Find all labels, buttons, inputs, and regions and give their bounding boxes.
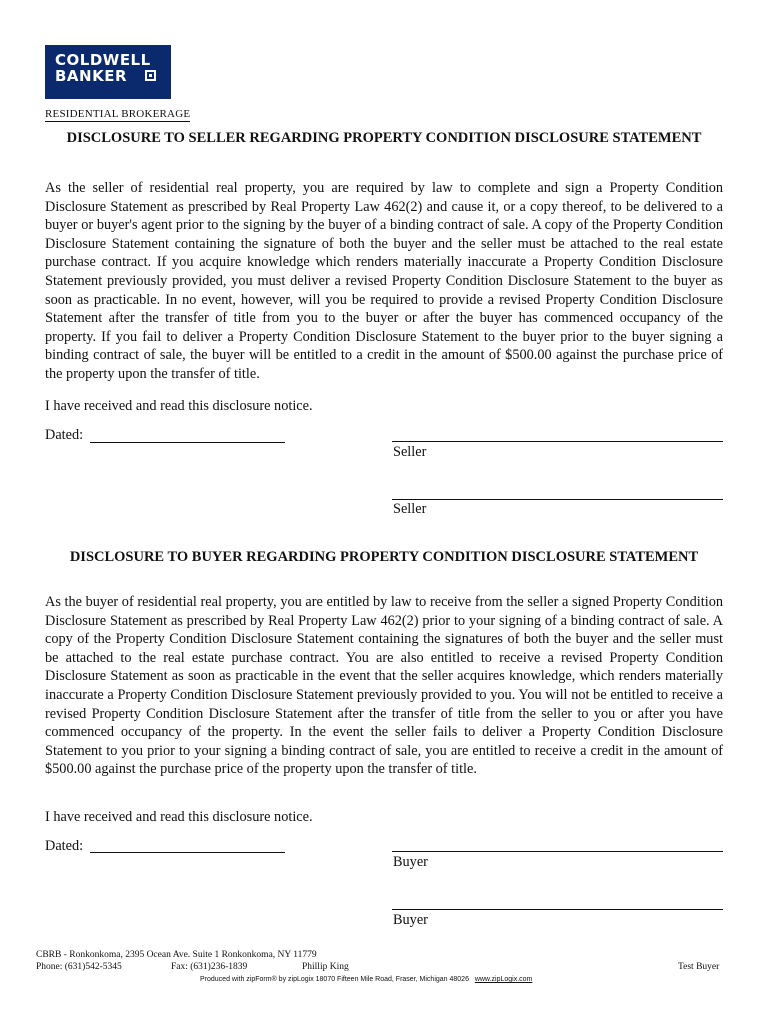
logo-text-line1: COLDWELL [55,51,151,69]
seller-acknowledgement: I have received and read this disclosure notice. [45,398,313,414]
seller-date-field[interactable] [90,442,285,443]
footer-agent: Phillip King [302,962,349,972]
logo-text-line2: BANKER [55,67,128,85]
seller-signature-line-1[interactable] [392,441,723,442]
buyer-signature-line-2[interactable] [392,909,723,910]
seller-signature-label-2: Seller [393,501,427,517]
footer-phone: Phone: (631)542-5345 [36,962,122,972]
logo-subtitle: RESIDENTIAL BROKERAGE [45,108,191,120]
seller-disclosure-body: As the seller of residential real property, you are required by law to complete and sign a Property Condition Disclosure Statement as prescribed by Real Property Law 462(2) and cause it, or a copy thereof, to be delivered to a buyer or buyer's agent prior to the signing by the buyer of a binding contract of sale. A copy of the Property Condition Disclosure Statement containing the signature of both the buyer and the seller must be attached to the real estate purchase contract. If you acquire knowledge which renders materially inaccurate a Property Condition Disclosure Statement previously provided, you must deliver a revised Property Condition Disclosure Statement to the buyer as soon as practicable. In no event, however, will you be required to provide a revised Property Condition Disclosure Statement after the transfer of title from you to the buyer or after the buyer has commenced occupancy of the property. If you fail to deliver a Property Condition Disclosure Statement to the buyer prior to the buyer signing a binding contract of sale, the buyer will be entitled to a credit in the amount of $500.00 against the purchase price of the property upon the transfer of title. [45,180,723,382]
footer-fax: Fax: (631)236-1839 [171,962,248,972]
buyer-disclosure-heading: DISCLOSURE TO BUYER REGARDING PROPERTY CONDITION DISCLOSURE STATEMENT [69,549,699,565]
buyer-signature-label-2: Buyer [393,912,428,928]
buyer-dated-label: Dated: [45,838,84,854]
buyer-signature-line-1[interactable] [392,851,723,852]
footer-produced-by [200,976,532,983]
footer-produced-text: Produced with zipForm® by zipLogix 18070 Fifteen Mile Road, Fraser, Michigan 48026 [200,976,469,983]
brand-square-icon [145,70,156,81]
ziplogix-link[interactable]: www.zipLogix.com [474,976,533,983]
buyer-date-field[interactable] [90,852,285,853]
seller-disclosure-heading: DISCLOSURE TO SELLER REGARDING PROPERTY CONDITION DISCLOSURE STATEMENT [66,130,702,146]
footer-office-address: CBRB - Ronkonkoma, 2395 Ocean Ave. Suite 1 Ronkonkoma, NY 11779 [36,950,317,960]
seller-signature-label-1: Seller [393,444,427,460]
footer-document-name: Test Buyer [678,962,720,972]
seller-signature-line-2[interactable] [392,499,723,500]
buyer-disclosure-body: As the buyer of residential real property, you are entitled by law to receive from the seller a signed Property Condition Disclosure Statement as prescribed by Real Property Law 462(2) prior to your signing of a binding contract of sale. A copy of the Property Condition Disclosure Statement containing the signatures of both the buyer and the seller must be attached to the real estate purchase contract. You are also entitled to receive a revised Property Condition Disclosure Statement as soon as practicable in the event that the seller acquires knowledge, which renders materially inaccurate a Property Condition Disclosure Statement previously provided to you. You will not be entitled to receive a revised Property Condition Disclosure Statement after the transfer of title from the seller to you or after you have commenced occupancy of the property. In the event the seller fails to deliver a Property Condition Disclosure Statement to you prior to your signing a binding contract of sale, you are entitled to receive a credit in the amount of $500.00 against the purchase price of the property upon the transfer of title. [45,594,723,778]
seller-dated-label: Dated: [45,427,84,443]
buyer-acknowledgement: I have received and read this disclosure notice. [45,809,313,825]
coldwell-banker-logo [45,45,171,99]
buyer-signature-label-1: Buyer [393,854,428,870]
